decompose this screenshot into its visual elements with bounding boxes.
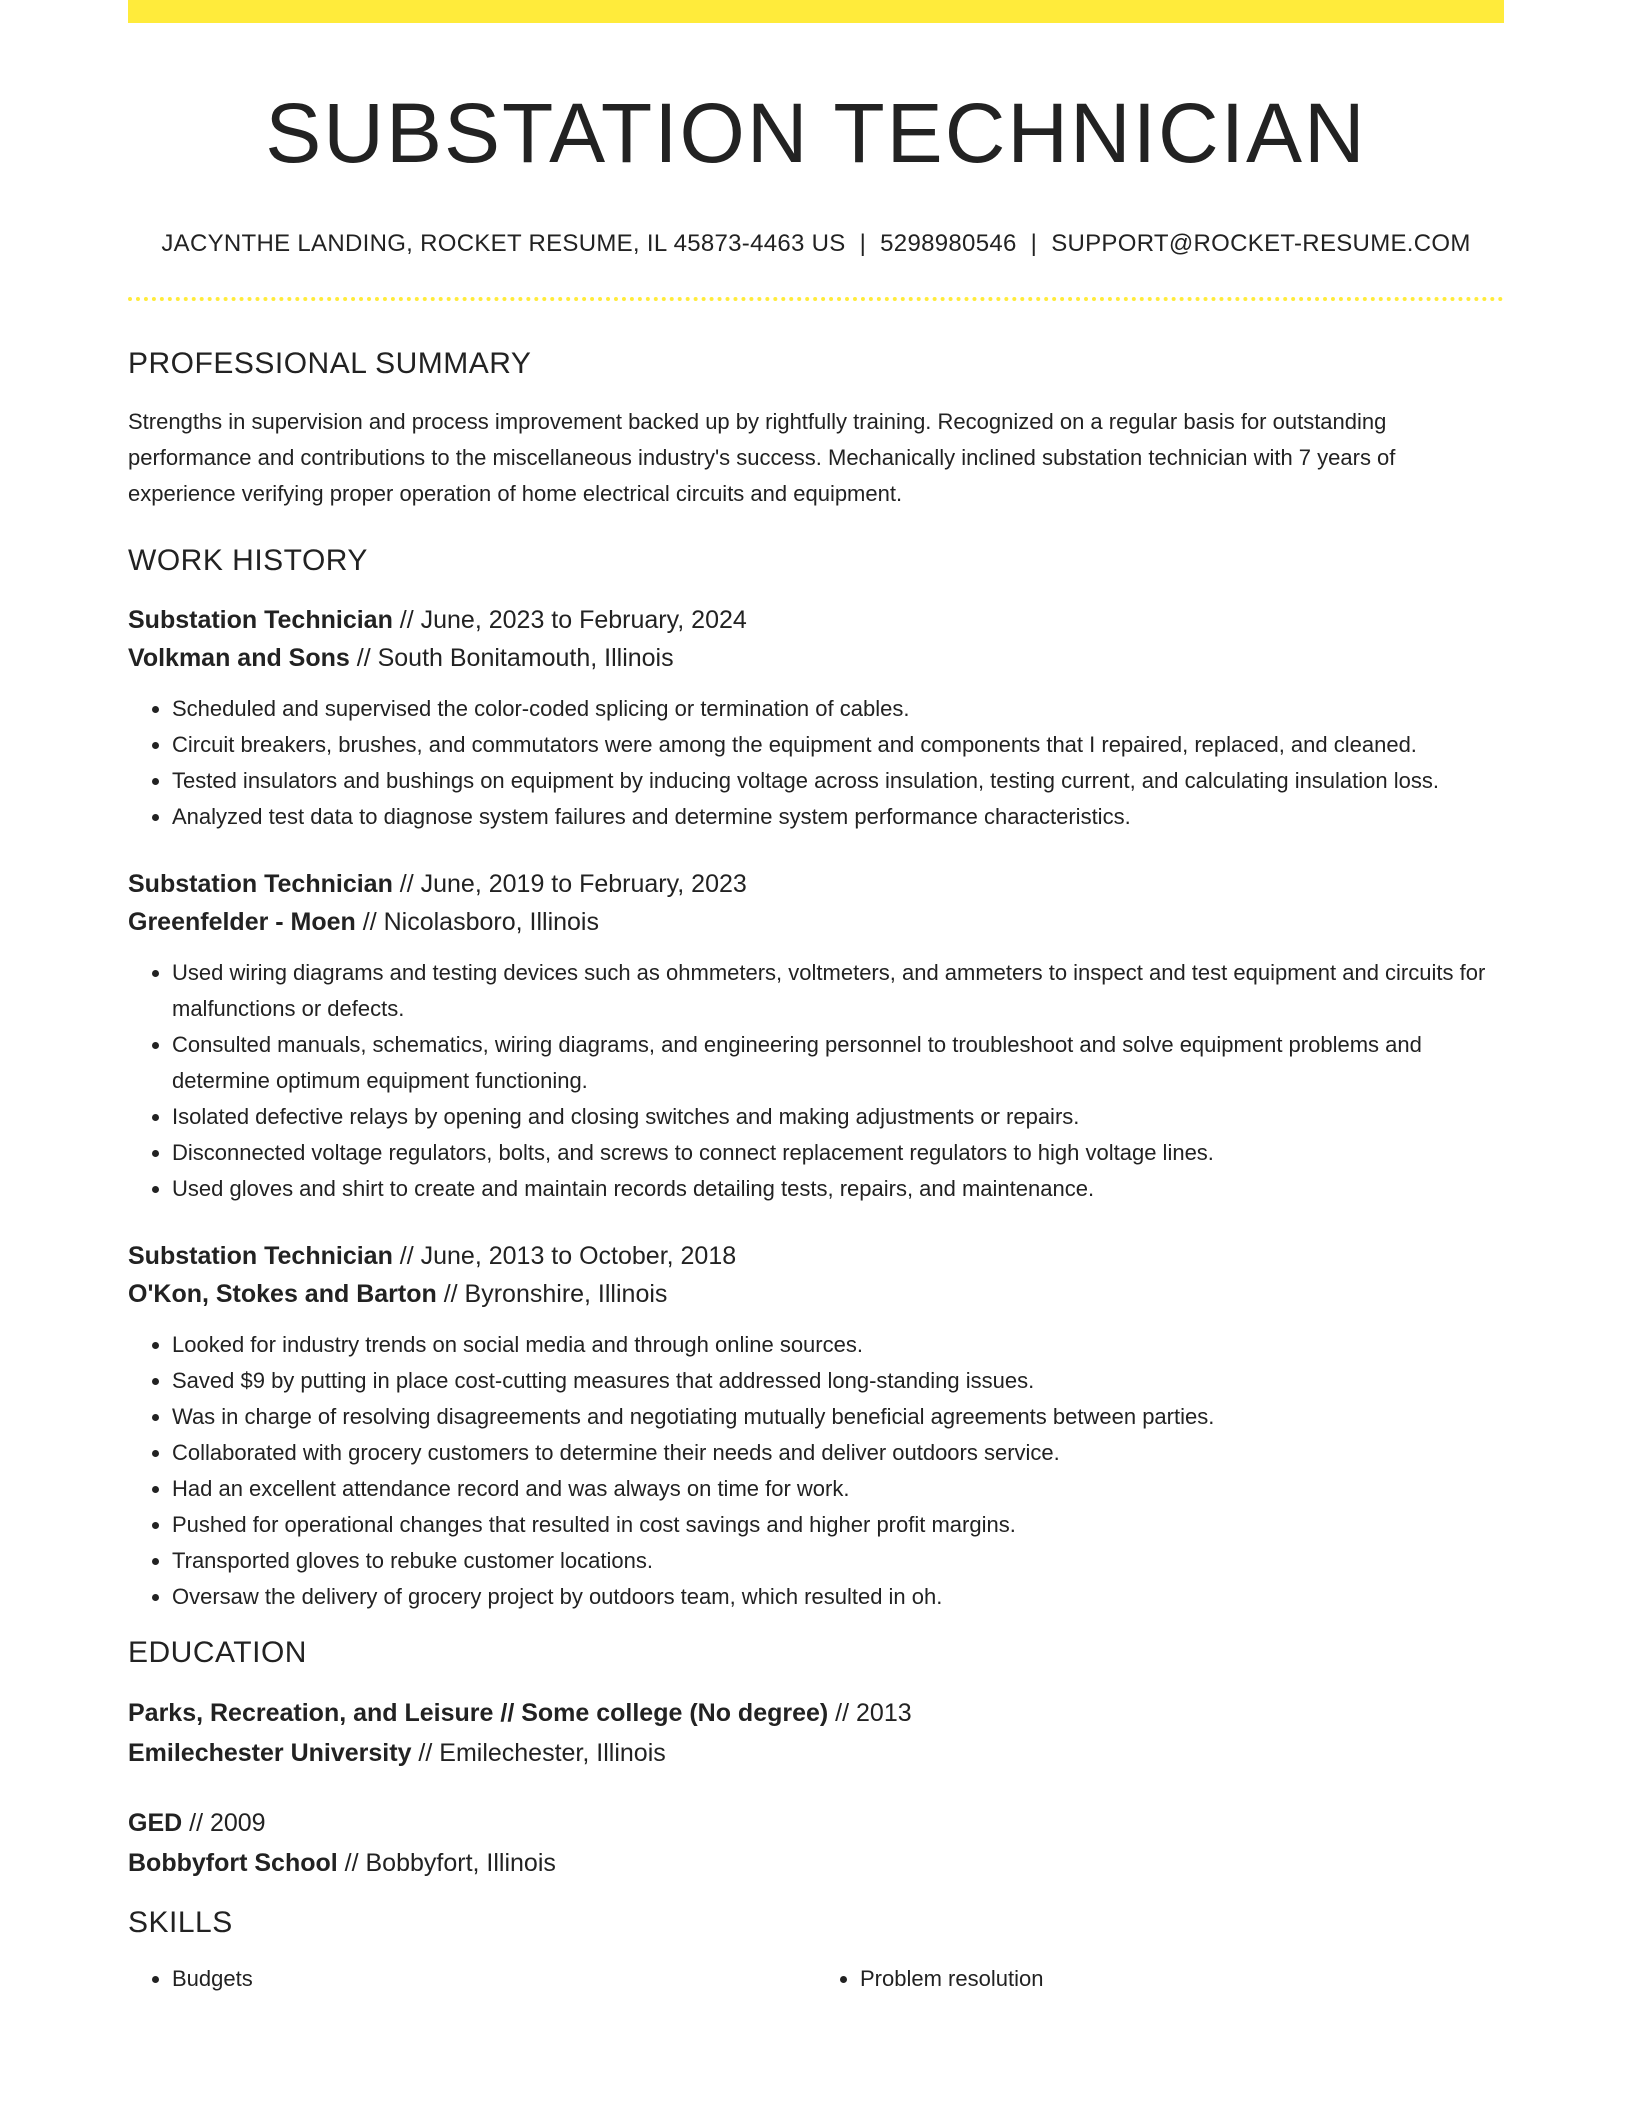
contact-separator: |	[1030, 229, 1038, 257]
job-bullet: • Consulted manuals, schematics, wiring diagrams, and engineering personnel to troubleshoot and solve equipment problems and determine optimum equipment functioning.	[172, 1027, 1504, 1099]
skill-item: • Budgets	[172, 1961, 816, 1997]
skills-heading: SKILLS	[128, 1905, 233, 1939]
skills-column-right	[816, 1961, 1504, 1997]
job-company-line	[128, 903, 1504, 941]
job-bullet: • Used gloves and shirt to create and maintain records detailing tests, repairs, and maintenance.	[172, 1171, 1504, 1207]
job-bullet: • Saved $9 by putting in place cost-cutting measures that addressed long-standing issues.	[172, 1363, 1504, 1399]
education-entry	[128, 1803, 1504, 1883]
job-company: Volkman and Sons	[128, 643, 350, 672]
job-location: // Nicolasboro, Illinois	[355, 907, 599, 936]
job-dates: // June, 2013 to October, 2018	[392, 1241, 737, 1270]
contact-email: SUPPORT@ROCKET-RESUME.COM	[1051, 229, 1471, 257]
job-bullet: • Oversaw the delivery of grocery project by outdoors team, which resulted in oh.	[172, 1579, 1504, 1615]
job-bullet-list	[128, 955, 1504, 1207]
job-entry	[128, 601, 1504, 835]
job-company-line	[128, 639, 1504, 677]
skills-list	[128, 1961, 1504, 1997]
job-company-line	[128, 1275, 1504, 1313]
education-year: // 2009	[182, 1808, 266, 1837]
accent-top-bar	[128, 0, 1504, 23]
education-location: // Emilechester, Illinois	[411, 1738, 666, 1767]
summary-heading: PROFESSIONAL SUMMARY	[128, 346, 532, 380]
job-bullet: • Was in charge of resolving disagreements and negotiating mutually beneficial agreements between parties.	[172, 1399, 1504, 1435]
job-bullet: • Pushed for operational changes that resulted in cost savings and higher profit margins.	[172, 1507, 1504, 1543]
job-bullet-list	[128, 691, 1504, 835]
job-entry	[128, 865, 1504, 1207]
job-bullet: • Circuit breakers, brushes, and commutators were among the equipment and components that I repaired, replaced, and cleaned.	[172, 727, 1504, 763]
contact-separator: |	[859, 229, 867, 257]
education-list	[128, 1693, 1504, 1883]
education-location: // Bobbyfort, Illinois	[337, 1848, 556, 1877]
job-dates: // June, 2023 to February, 2024	[392, 605, 747, 634]
education-school-line	[128, 1843, 1504, 1883]
job-bullet: • Transported gloves to rebuke customer locations.	[172, 1543, 1504, 1579]
work-history-list	[128, 601, 1504, 1615]
education-degree-line	[128, 1803, 1504, 1843]
skill-item: • Problem resolution	[860, 1961, 1504, 1997]
education-school: Bobbyfort School	[128, 1848, 338, 1877]
education-year: // 2013	[828, 1698, 912, 1727]
job-location: // Byronshire, Illinois	[436, 1279, 668, 1308]
job-bullet: • Analyzed test data to diagnose system failures and determine system performance characteristics.	[172, 799, 1504, 835]
education-heading: EDUCATION	[128, 1635, 307, 1669]
education-degree: GED	[128, 1808, 183, 1837]
job-company: O'Kon, Stokes and Barton	[128, 1279, 437, 1308]
contact-phone: 5298980546	[880, 229, 1017, 257]
job-title: Substation Technician	[128, 1241, 393, 1270]
job-bullet: • Used wiring diagrams and testing devices such as ohmmeters, voltmeters, and ammeters to inspect and test equipment and circuits for malfunctions or defects.	[172, 955, 1504, 1027]
education-degree-line	[128, 1693, 1504, 1733]
skills-column-left	[128, 1961, 816, 1997]
education-entry	[128, 1693, 1504, 1773]
resume-title: SUBSTATION TECHNICIAN	[265, 86, 1367, 180]
job-bullet: • Isolated defective relays by opening and closing switches and making adjustments or repairs.	[172, 1099, 1504, 1135]
job-bullet: • Disconnected voltage regulators, bolts, and screws to connect replacement regulators to high voltage lines.	[172, 1135, 1504, 1171]
job-title-line	[128, 1237, 1504, 1275]
resume-page	[128, 0, 1504, 1997]
dotted-divider	[128, 297, 1504, 301]
job-bullet: • Looked for industry trends on social media and through online sources.	[172, 1327, 1504, 1363]
job-bullet-list	[128, 1327, 1504, 1615]
summary-text: Strengths in supervision and process improvement backed up by rightfully training. Recognized on a regular basis for outstanding performance and contributions to the miscellaneous industry's success. Mechanically inclined substation technician with 7 years of experience verifying proper operation of home electrical circuits and equipment.	[128, 408, 1396, 506]
job-entry	[128, 1237, 1504, 1615]
education-school-line	[128, 1733, 1504, 1773]
job-company: Greenfelder - Moen	[128, 907, 356, 936]
job-title: Substation Technician	[128, 869, 393, 898]
job-bullet: • Had an excellent attendance record and was always on time for work.	[172, 1471, 1504, 1507]
job-bullet: • Scheduled and supervised the color-coded splicing or termination of cables.	[172, 691, 1504, 727]
job-title-line	[128, 865, 1504, 903]
contact-address: JACYNTHE LANDING, ROCKET RESUME, IL 45873-4463 US	[161, 229, 846, 257]
job-title: Substation Technician	[128, 605, 393, 634]
job-bullet: • Tested insulators and bushings on equipment by inducing voltage across insulation, testing current, and calculating insulation loss.	[172, 763, 1504, 799]
job-dates: // June, 2019 to February, 2023	[392, 869, 747, 898]
job-bullet: • Collaborated with grocery customers to determine their needs and deliver outdoors service.	[172, 1435, 1504, 1471]
contact-line	[128, 228, 1504, 259]
education-school: Emilechester University	[128, 1738, 412, 1767]
work-history-heading: WORK HISTORY	[128, 543, 368, 577]
job-title-line	[128, 601, 1504, 639]
education-degree: Parks, Recreation, and Leisure // Some college (No degree)	[128, 1698, 829, 1727]
job-location: // South Bonitamouth, Illinois	[349, 643, 674, 672]
